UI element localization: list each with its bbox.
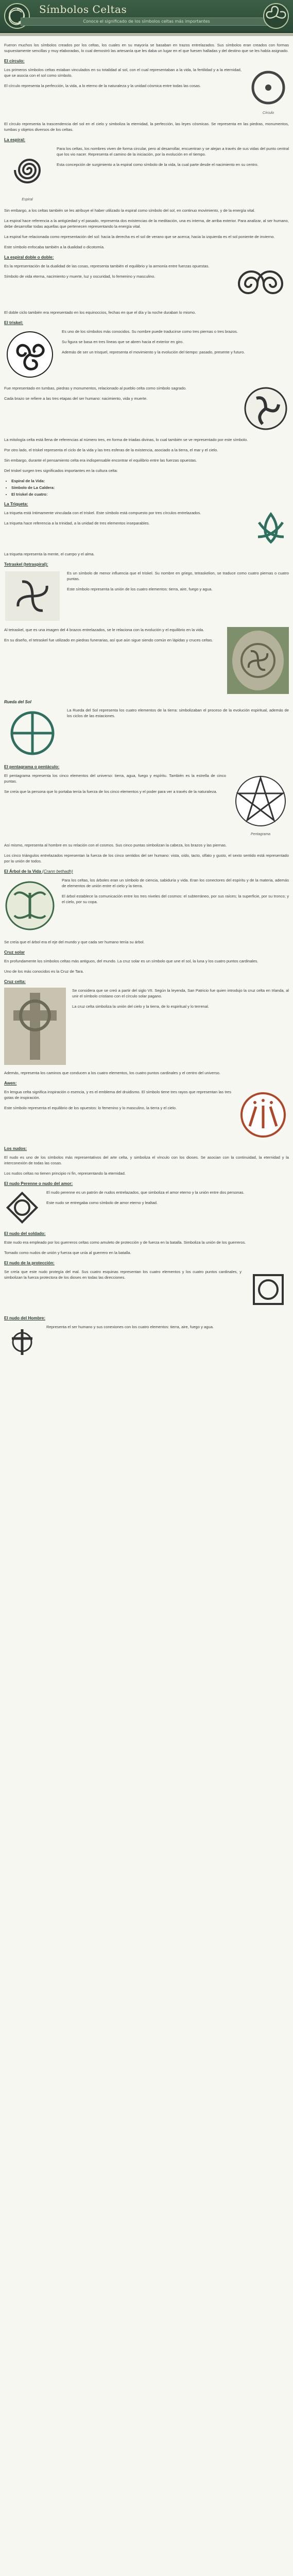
triskel-p2: Su figura se basa en tres líneas que se abren hacia el exterior en giro. bbox=[62, 340, 184, 344]
triskel-meanings-list bbox=[11, 478, 289, 497]
arbol-p1: Para los celtas, los árboles eran un símbolo de ciencia, sabiduría y vida. Eran los conectores del espíritu y de la materia, además de elementos de unión entre el cielo y la tierra. bbox=[62, 878, 289, 888]
cruzcelta-p2: La cruz celta simboliza la unión del cielo y la tierra, de lo espiritual y lo terrenal. bbox=[72, 1004, 209, 1009]
section-title-circulo: El círculo: bbox=[4, 59, 25, 63]
sun-wheel-icon bbox=[4, 707, 61, 759]
section-title-rueda: Rueda del Sol bbox=[4, 700, 31, 704]
circulo-p2: El círculo representa la perfección, la vida, a lo eterno de la naturaleza y la unidad cósmica entre todas las cosas. bbox=[4, 83, 201, 88]
list-item: • Espiral de la Vida: bbox=[11, 478, 289, 484]
rueda-p1: La Rueda del Sol representa los cuatro elementos de la tierra: simbolizaban el proceso de la evolución espiritual, además de los ciclos de las estaciones. bbox=[67, 708, 289, 718]
arbol-p2: El árbol establece la comunicación entre los tres niveles del cosmos: el subterráneo, por sus raíces; la superficie, por su tronco; y el cielo, por su copa. bbox=[62, 894, 289, 904]
espiral-p2: Esta concepción de surgimiento a la espiral como símbolo de la vida, la cual parte desde el nacimiento en su centro. bbox=[57, 162, 258, 167]
pentagram-icon bbox=[232, 773, 289, 829]
cruzcelta-p3: Además, representa los caminos que conducen a los cuatro elementos, los cuatro puntos cardinales y el centro del universo. bbox=[4, 1071, 220, 1075]
espiral-p3: Sin embargo, a los celtas también se les atribuye el haber utilizado la espiral como símbolo del sol, en continuo movimiento, y de la energía vital. bbox=[4, 208, 255, 213]
section-title-awen: Awen: bbox=[4, 1081, 17, 1086]
triskel-p6: La mitología celta está llena de referencias al número tres, en forma de triadas divinas, lo cual también se ve representado por este símbolo. bbox=[4, 437, 248, 442]
awen-p2: Este símbolo representa el equilibrio de los opuestos: lo femenino y lo masculino, la tierra y el cielo. bbox=[4, 1106, 177, 1110]
tree-of-life-icon bbox=[4, 877, 56, 934]
figure-caption: Espiral bbox=[22, 198, 33, 201]
section-title-tetraskel: Tetraskel (tetraspiral): bbox=[4, 562, 48, 567]
love-knot-icon bbox=[4, 1190, 40, 1226]
spiral-icon bbox=[4, 146, 50, 195]
section-title-hombre: El nudo del Hombre: bbox=[4, 1316, 46, 1320]
soldado-p2: Tomado como nudos de unión y fuerza que unía al guerrero en la batalla. bbox=[4, 1250, 131, 1255]
circulo-p1: Los primeros símbolos celtas estaban vinculados en su totalidad al sol, con el cual representaban a la vida, la fertilidad y a la eternidad, que se asocia con el sol como símbolo. bbox=[4, 67, 242, 78]
protec-figure bbox=[248, 1269, 289, 1310]
nudos-p2: Los nudos celtas no tienen principio ni fin, representando la eternidad. bbox=[4, 1171, 126, 1176]
tetraskel-p2: Este símbolo representa la unión de los cuatro elementos: tierra, aire, fuego y agua. bbox=[67, 587, 213, 591]
section-title-triskel: El triskel: bbox=[4, 320, 23, 325]
man-knot-icon bbox=[4, 1324, 40, 1360]
arbol-p3: Se creía que el árbol era el eje del mundo y que cada ser humano tenía su árbol. bbox=[4, 940, 145, 944]
triskel-p5: Cada brazo se refiere a las tres etapas del ser humano: nacimiento, vida y muerte. bbox=[4, 396, 148, 401]
site-title: Símbolos Celtas bbox=[39, 3, 127, 15]
doble-figure bbox=[232, 263, 289, 304]
section-title-espiral: La espiral: bbox=[4, 138, 25, 142]
section-title-arbol: El Árbol de la Vida (Crann bethadh) bbox=[4, 869, 73, 874]
triskel-figure bbox=[4, 329, 56, 380]
perenne-p1: El nudo perenne es un patrón de nudos entrelazados, que simboliza el amor eterno y la unión entre dos personas. bbox=[46, 1190, 245, 1195]
section-title-soldado: El nudo del soldado: bbox=[4, 1231, 46, 1236]
tetraskel-p4: En su diseño, el tetraskel fue utilizado en piedras funerarias, así que aún sigue siendo común en lápidas y cruces celtas. bbox=[4, 638, 213, 642]
tetraskel-icon bbox=[4, 570, 61, 622]
circulo-figure bbox=[248, 67, 289, 116]
cruz-p1: En profundamente los símbolos celtas más antiguos, del mundo. La cruz solar es un símbolo que une el sol, la luna y los cuatro puntos cardinales. bbox=[4, 959, 258, 963]
triskel-p9: Del triskel surgen tres significados importantes en la cultura celta: bbox=[4, 468, 118, 473]
triqueta-p3: La triqueta representa la mente, el cuerpo y el alma. bbox=[4, 552, 95, 556]
section-title-pentagrama: El pentagrama o pentáculo: bbox=[4, 765, 60, 769]
triskel-p7: Por otro lado, el triskel representa el ciclo de la vida y las tres esferas de la existencia, asociado a la tierra, el mar y el cielo. bbox=[4, 448, 218, 452]
tetraskel-p1: Es un símbolo de menor influencia que el triskel. Su nombre en griego, tetraskelion, se traduce como cuatro piernas o cuatro puntas. bbox=[67, 571, 289, 581]
section-title-doble: La espiral doble o doble: bbox=[4, 255, 54, 260]
section-title-triqueta: La Triqueta: bbox=[4, 502, 28, 506]
celtic-cross-figure bbox=[4, 988, 66, 1065]
triskel-p1: Es uno de los símbolos más conocidos. Su nombre puede traducirse como tres piernas o tres brazos. bbox=[62, 329, 238, 334]
espiral-figure bbox=[4, 146, 50, 202]
list-item: • Símbolo de La Caldera: bbox=[11, 485, 289, 490]
awen-figure bbox=[237, 1089, 289, 1141]
stone-photo-figure bbox=[227, 627, 289, 694]
triskel-p4: Fue representado en tumbas, piedras y monumentos, relacionado al pueblo celta como símbolo sagrado. bbox=[4, 386, 187, 391]
pentagrama-p2: Se creía que la persona que lo portaba tenía la fuerza de los cinco elementos y el poder para ver a través de la naturaleza. bbox=[4, 789, 217, 794]
awen-icon bbox=[237, 1089, 289, 1141]
tetraskel-p3: Al tetraskel, que es una imagen del 4 brazos entrelazados, se le relaciona con la evolución y el equilibrio en la vida. bbox=[4, 628, 204, 632]
triqueta-p1: La triqueta está íntimamente vinculada con el triskel. Este símbolo está compuesto por tres círculos entrelazados. bbox=[4, 511, 201, 515]
pentagrama-figure bbox=[232, 773, 289, 837]
protection-knot-icon bbox=[248, 1269, 289, 1310]
doble-p2: Símbolo de vida eterna, nacimiento y muerte, luz y oscuridad, lo femenino y masculino. bbox=[4, 274, 156, 279]
awen-p1: En lengua celta significa inspiración o esencia, y es el emblema del druidismo. El símbolo tiene tres rayos que representan las tres gotas de inspiración. bbox=[4, 1090, 231, 1100]
espiral-p5: La espiral fue relacionada como representación del sol: hacia la derecha es el sol de verano que se acerca; hacia la izquierda es el sol poniente de invierno. bbox=[4, 234, 275, 239]
trisquel-figure bbox=[243, 385, 289, 432]
site-subtitle: Conoce el significado de los símbolos celtas más importantes bbox=[21, 18, 272, 26]
section-title-proteccion: El nudo de la protección: bbox=[4, 1261, 55, 1265]
triquetra-icon bbox=[253, 510, 289, 546]
triskel-icon bbox=[262, 2, 290, 30]
triskel-p8: Sin embargo, durante el pensamiento celta era indispensable encontrar el equilibrio entre las fuerzas opuestas. bbox=[4, 458, 197, 463]
doble-p3: El doble ciclo también era representado en los equinoccios, fechas en que el día y la noche duraban lo mismo. bbox=[4, 310, 196, 315]
pentagrama-p4: Los cinco triángulos entrelazados representan la fuerza de los cinco sentidos del ser humano: vista, oído, tacto, olfato y gusto, el sexto sentido está representado por la unión de todos. bbox=[4, 853, 289, 863]
hombre-figure bbox=[4, 1324, 40, 1360]
circle-symbol-icon bbox=[248, 67, 289, 108]
espiral-p6: Este símbolo enfocaba también a la dualidad o dicotomía. bbox=[4, 245, 105, 249]
triskel-p3: Además de ser un trisquel, representa el movimiento y la evolución del tiempo: pasado, presente y futuro. bbox=[62, 350, 245, 354]
triqueta-p2: La triqueta hace referencia a la trinidad, a la unidad de tres elementos inseparables. bbox=[4, 521, 150, 526]
soldado-p1: Este nudo era empleado por los guerreros celtas como amuleto de protección y de fuerza en la batalla. Simboliza la unión de los guerreros. bbox=[4, 1240, 246, 1245]
perenne-p2: Este nudo se entregaba como símbolo de amor eterno y lealtad. bbox=[46, 1200, 158, 1205]
protec-p1: Se creía que este nudo protegía del mal. Sus cuatro esquinas representan los cuatro elementos y los cuatro puntos cardinales, y simbolizan la fuerza protectora de los dioses en todas las direcciones. bbox=[4, 1269, 242, 1280]
figure-caption: Pentagrama bbox=[250, 833, 271, 836]
hombre-p1: Representa el ser humano y sus conexiones con los cuatro elementos: tierra, aire, fuego y agua. bbox=[46, 1325, 214, 1329]
rueda-figure bbox=[4, 707, 61, 759]
list-item: • El triskel de cuatro: bbox=[11, 492, 289, 497]
double-spiral-icon bbox=[232, 263, 289, 304]
cruzcelta-p1: Se considera que se creó a partir del siglo VII. Según la leyenda, San Patricio fue quien introdujo la cruz celta en Irlanda, al unir el símbolo cristiano con el círculo solar pagano. bbox=[72, 988, 289, 998]
section-title-cruz-solar: Cruz solar bbox=[4, 950, 25, 955]
espiral-p4: La espiral hace referencia a la antigüedad y el pasado, representa dos existencias de la meditación, una es interna, de arriba exterior. Para analizar, al ser humano, debe desarrollar todas aquellas que pertenecen representando la energía vital. bbox=[4, 218, 289, 229]
trisquel-symbol-icon bbox=[243, 385, 289, 432]
triqueta-figure bbox=[253, 510, 289, 546]
tetraskel-figure bbox=[4, 570, 61, 622]
intro-paragraph: Fueron muchos los símbolos creados por los celtas, los cuales en su mayoría se basaban en trazos entrelazados. Sus símbolos eran creados con formas supuestamente sencillas y muy elaboradas, lo cual demostró las artesanía que les daba un lugar en el que fuesen halladas y del destino que se les había asignado. bbox=[4, 43, 289, 53]
pentagrama-p1: El pentagrama representa los cinco elementos del universo: tierra, agua, fuego y espíritu. También es la estrella de cinco puntas. bbox=[4, 773, 226, 784]
celtic-cross-image bbox=[4, 988, 66, 1065]
section-title-perenne: El nudo Perenne o nudo del amor: bbox=[4, 1181, 73, 1186]
arbol-figure bbox=[4, 877, 56, 934]
section-title-cruz-celta: Cruz celta: bbox=[4, 979, 26, 984]
article bbox=[0, 36, 293, 1360]
circulo-p3: El círculo representa la trascendencia del sol en el cielo y simboliza la eternidad, la perfección, las leyes cósmicas. Se representa en las piedras, monumentos, tumbas y objetos diversos de los celtas. bbox=[4, 122, 289, 132]
doble-p1: Es la representación de la dualidad de las cosas, representa también el equilibrio y la armonía entre fuerzas opuestas. bbox=[4, 264, 210, 268]
page-header bbox=[0, 0, 293, 33]
pentagrama-p3: Así mismo, representa al hombre en su relación con el cosmos. Sus cinco puntas simbolizan la cabeza, los brazos y las piernas. bbox=[4, 843, 227, 848]
triskel-symbol-icon bbox=[4, 329, 56, 380]
figure-caption: Círculo bbox=[262, 111, 274, 115]
cruz-p2: Uno de los más conocidos es la Cruz de Tara. bbox=[4, 969, 84, 974]
stone-carving-image bbox=[227, 627, 289, 694]
nudos-p1: El nudo es uno de los símbolos más representativos del arte celta, y simboliza el vínculo con los dioses. Se asocian con la continuidad, la eternidad y la interconexión de todas las cosas. bbox=[4, 1155, 289, 1165]
espiral-p1: Para los celtas, los nombres viven de forma circular, pero al desarrollar, encuentran y se alejan a través de sus vidas del punto central que los vio nacer. Representa el camino de la iniciación, por la evolución en el tiempo. bbox=[57, 146, 289, 157]
perenne-figure bbox=[4, 1190, 40, 1226]
section-title-nudos: Los nudos: bbox=[4, 1146, 27, 1151]
